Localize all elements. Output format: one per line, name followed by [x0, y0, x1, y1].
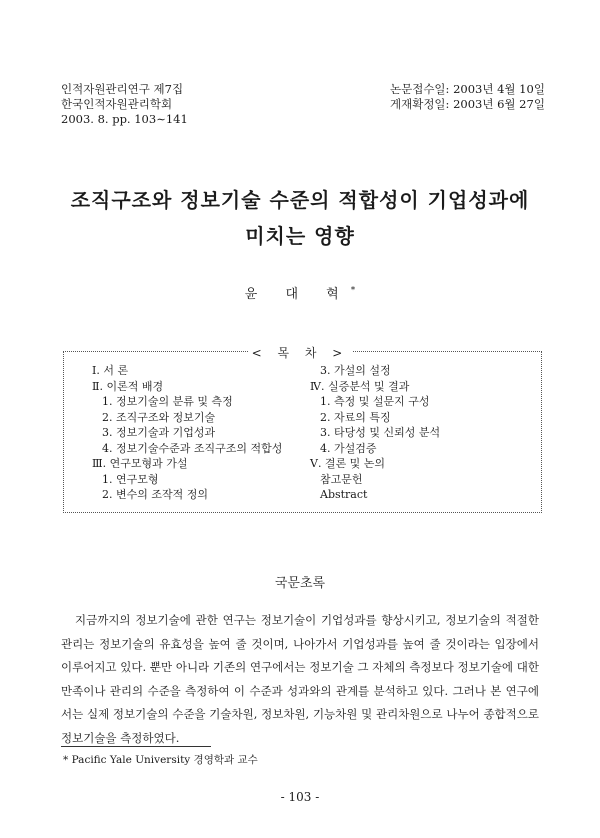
toc-left-column: [92, 363, 282, 503]
toc-item: Ⅱ. 이론적 배경: [92, 379, 164, 393]
toc-item: Abstract: [320, 488, 368, 501]
author-name: 윤 대 혁: [244, 287, 351, 302]
accepted-date: 게재확정일: 2003년 6월 27일: [390, 97, 545, 111]
toc-item: 3. 타당성 및 신뢰성 분석: [320, 426, 441, 439]
toc-item: 1. 측정 및 설문지 구성: [320, 395, 430, 408]
paper-title: [0, 182, 600, 254]
toc-item: 2. 자료의 특징: [320, 410, 391, 424]
toc-item: Ⅰ. 서 론: [92, 364, 129, 377]
page-number: - 103 -: [280, 790, 320, 804]
toc-item: 1. 연구모형: [102, 472, 159, 486]
title-line-1: 조직구조와 정보기술 수준의 적합성이 기업성과에: [70, 188, 530, 212]
toc-item: Ⅳ. 실증분석 및 결과: [310, 379, 410, 393]
toc-item: Ⅴ. 결론 및 논의: [310, 457, 386, 470]
toc-heading: [0, 344, 600, 361]
abstract-body: 지금까지의 정보기술에 관한 연구는 정보기술이 기업성과를 향상시키고, 정보기술의 적절한 관리는 정보기술의 유효성을 높여 줄 것이며, 나아가서 기업성과를 높여 줄 것이라는 입장에서 이루어지고 있다. 뿐만 아니라 기존의 연구에서는 정보기술 그 자체의 측정보다 정보기술에 대한 만족이나 관리의 수준을 측정하여 이 수준과 성과와의 관계를 분석하고 있다. 그러나 본 연구에서는 실제 정보기술의 수준을 기술차원, 정보차원, 기능차원 및 관리차원으로 나누어 종합적으로 정보기술을 측정하였다.: [61, 613, 539, 745]
toc-item: 4. 정보기술수준과 조직구조의 적합성: [102, 441, 283, 455]
author-footnote-mark: *: [350, 285, 356, 296]
toc-item: 참고문헌: [320, 472, 363, 486]
footnote-divider: [61, 746, 211, 747]
toc-heading-text: < 목 차 >: [248, 346, 353, 360]
toc-item: 2. 변수의 조작적 정의: [102, 488, 208, 501]
author: [0, 283, 600, 302]
author-affiliation-footnote: * Pacific Yale University 경영학과 교수: [63, 754, 258, 766]
toc-item: 3. 가설의 설정: [320, 364, 391, 377]
society-name: 한국인적자원관리학회: [61, 97, 173, 111]
issue-pages: 2003. 8. pp. 103∼141: [61, 112, 188, 126]
toc-right-column: [310, 363, 440, 503]
toc-item: 4. 가설검증: [320, 441, 377, 455]
received-date: 논문접수일: 2003년 4월 10일: [390, 82, 545, 96]
journal-info: [61, 82, 188, 127]
toc-item: 2. 조직구조와 정보기술: [102, 410, 216, 424]
toc-item: Ⅲ. 연구모형과 가설: [92, 457, 188, 470]
toc-item: 3. 정보기술과 기업성과: [102, 426, 216, 439]
abstract-heading: 국문초록: [274, 576, 326, 591]
title-line-2: 미치는 영향: [245, 224, 355, 248]
journal-name: 인적자원관리연구 제7집: [61, 82, 184, 96]
toc-item: 1. 정보기술의 분류 및 측정: [102, 395, 233, 408]
submission-dates: [390, 82, 545, 112]
